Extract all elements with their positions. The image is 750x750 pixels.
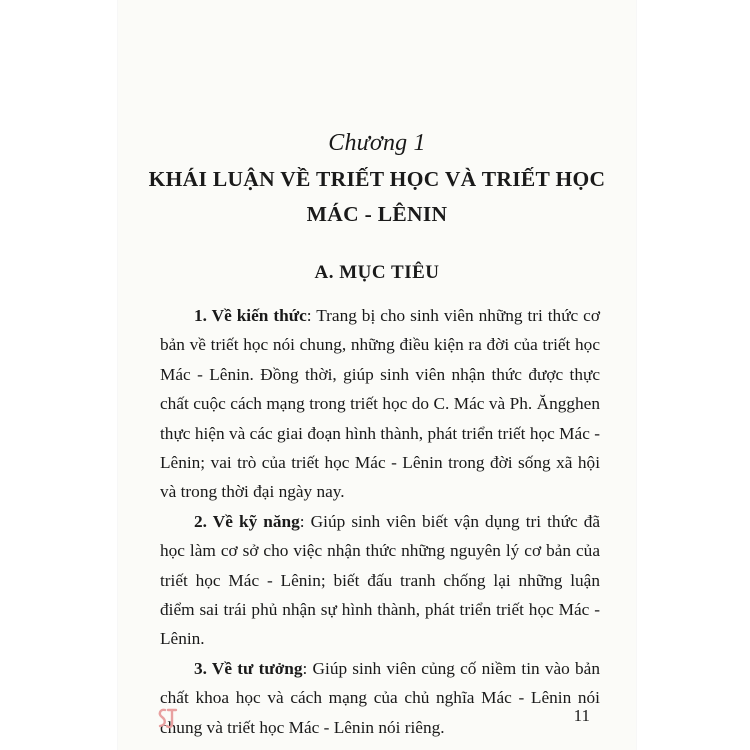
paragraph-text: : Giúp sinh viên biết vận dụng tri thức đã học làm cơ sở cho việc nhận thức những nguyên lý cơ bản của triết học Mác - Lênin; biết đấu tranh chống lại những luận điểm sai trái phủ nhận sự hình thành, phát triển triết học Mác - Lênin. <box>160 511 600 649</box>
section-heading: A. MỤC TIÊU <box>314 262 440 283</box>
paragraph-skills <box>160 507 600 654</box>
chapter-label: Chương 1 <box>328 130 426 156</box>
chapter-title-line-2: MÁC - LÊNIN <box>306 202 448 226</box>
publisher-logo-icon <box>154 705 180 731</box>
paragraph-knowledge <box>160 301 600 507</box>
page-number: 11 <box>573 706 590 725</box>
paragraph-ideology <box>160 654 600 742</box>
paragraph-text: : Trang bị cho sinh viên những tri thức cơ bản về triết học nói chung, những điều kiện ra đời của triết học Mác - Lênin. Đồng thời, giúp sinh viên nhận thức được thực chất cuộc cách mạng trong triết học do C. Mác và Ph. Ăngghen thực hiện và các giai đoạn hình thành, phát triển triết học Mác - Lênin; vai trò của triết học Mác - Lênin trong đời sống xã hội và trong thời đại ngày nay. <box>160 306 600 502</box>
chapter-title-line-1: KHÁI LUẬN VỀ TRIẾT HỌC VÀ TRIẾT HỌC <box>148 167 606 191</box>
body-text <box>160 301 600 742</box>
paragraph-text: : Giúp sinh viên củng cố niềm tin vào bản chất khoa học và cách mạng của chủ nghĩa Mác - Lênin nói chung và triết học Mác - Lênin nói riêng. <box>160 658 600 737</box>
book-page <box>118 0 636 750</box>
paragraph-lead: 3. Về tư tưởng <box>194 658 303 678</box>
paragraph-lead: 2. Về kỹ năng <box>194 511 300 531</box>
paragraph-lead: 1. Về kiến thức <box>194 306 307 325</box>
chapter-title <box>118 162 636 232</box>
